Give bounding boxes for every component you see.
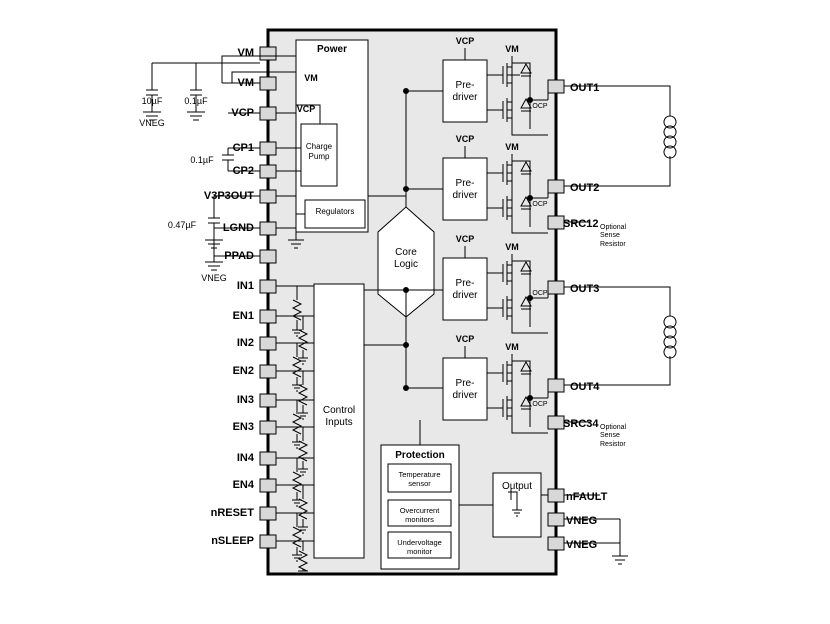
pin-label-en2: EN2 xyxy=(232,365,254,377)
pin-label-nreset: nRESET xyxy=(210,507,254,519)
pin-label-out4: OUT4 xyxy=(570,381,600,393)
pin-label-vneg-2: VNEG xyxy=(566,539,598,551)
overcurrent-monitors-label: Overcurrent monitors xyxy=(399,506,440,524)
pin-label-src12: SRC12 xyxy=(563,218,599,230)
pin-label-lgnd: LGND xyxy=(222,222,254,234)
cap-0p1uf-1-label: 0.1µF xyxy=(184,96,208,106)
pin-label-in4: IN4 xyxy=(236,452,254,464)
pin-label-in2: IN2 xyxy=(236,337,254,349)
pin-label-in1: IN1 xyxy=(236,280,254,292)
vm-internal-label: VM xyxy=(304,73,318,83)
pin-label-en3: EN3 xyxy=(232,421,254,433)
vcp-label-bridge4: VCP xyxy=(455,334,475,344)
sense-resistor-note-2: Optional Sense Resistor xyxy=(600,424,627,448)
pin-label-cp2: CP2 xyxy=(232,165,254,177)
predriver-4-label: Pre- driver xyxy=(452,378,478,401)
undervoltage-monitor-label: Undervoltage monitor xyxy=(397,538,442,556)
ocp-label-2: OCP xyxy=(532,201,548,208)
pin-label-out1: OUT1 xyxy=(570,82,600,94)
vneg-ground-label-1: VNEG xyxy=(139,118,165,128)
vcp-internal-label: VCP xyxy=(296,104,316,114)
pin-label-in3: IN3 xyxy=(236,394,254,406)
regulators-label: Regulators xyxy=(315,207,355,216)
charge-pump-label: Charge Pump xyxy=(305,142,333,161)
temperature-sensor-label: Temperature sensor xyxy=(398,470,441,488)
cap-0p47uf-label: 0.47µF xyxy=(167,220,197,230)
protection-title: Protection xyxy=(395,450,445,461)
pin-label-nfault: nFAULT xyxy=(566,491,608,503)
pin-label-out2: OUT2 xyxy=(570,182,600,194)
pin-label-vcp: VCP xyxy=(231,107,254,119)
output-block-label: Output xyxy=(501,481,533,492)
pin-label-en1: EN1 xyxy=(232,310,254,322)
power-block-title: Power xyxy=(316,44,347,55)
predriver-3-label: Pre- driver xyxy=(452,278,478,301)
ocp-label-3: OCP xyxy=(532,290,548,297)
vm-label-bridge2: VM xyxy=(505,142,519,152)
ocp-label-1: OCP xyxy=(532,103,548,110)
cap-0p1uf-2-label: 0.1µF xyxy=(190,155,214,165)
predriver-1-label: Pre- driver xyxy=(452,80,478,103)
core-logic-label: Core Logic xyxy=(394,247,418,270)
vneg-ground-label-2: VNEG xyxy=(201,273,227,283)
pin-label-ppad: PPAD xyxy=(224,250,254,262)
vcp-label-bridge3: VCP xyxy=(455,234,475,244)
control-inputs-label: Control Inputs xyxy=(322,405,356,428)
pin-label-vm-1: VM xyxy=(237,47,254,59)
pin-label-cp1: CP1 xyxy=(232,142,254,154)
cap-10uf-label: 10µF xyxy=(141,96,163,106)
pin-label-vneg-1: VNEG xyxy=(566,515,598,527)
vm-label-bridge3: VM xyxy=(505,242,519,252)
sense-resistor-note-1: Optional Sense Resistor xyxy=(600,224,627,248)
pin-label-nsleep: nSLEEP xyxy=(211,535,254,547)
pin-label-v3p3out: V3P3OUT xyxy=(203,190,254,202)
vcp-label-bridge2: VCP xyxy=(455,134,475,144)
vcp-label-bridge1: VCP xyxy=(455,36,475,46)
pin-label-out3: OUT3 xyxy=(570,283,600,295)
vm-label-bridge1: VM xyxy=(505,44,519,54)
predriver-2-label: Pre- driver xyxy=(452,178,478,201)
vm-label-bridge4: VM xyxy=(505,342,519,352)
pin-label-en4: EN4 xyxy=(232,479,254,491)
pin-label-src34: SRC34 xyxy=(563,418,599,430)
pin-label-vm-2: VM xyxy=(237,77,254,89)
ocp-label-4: OCP xyxy=(532,401,548,408)
